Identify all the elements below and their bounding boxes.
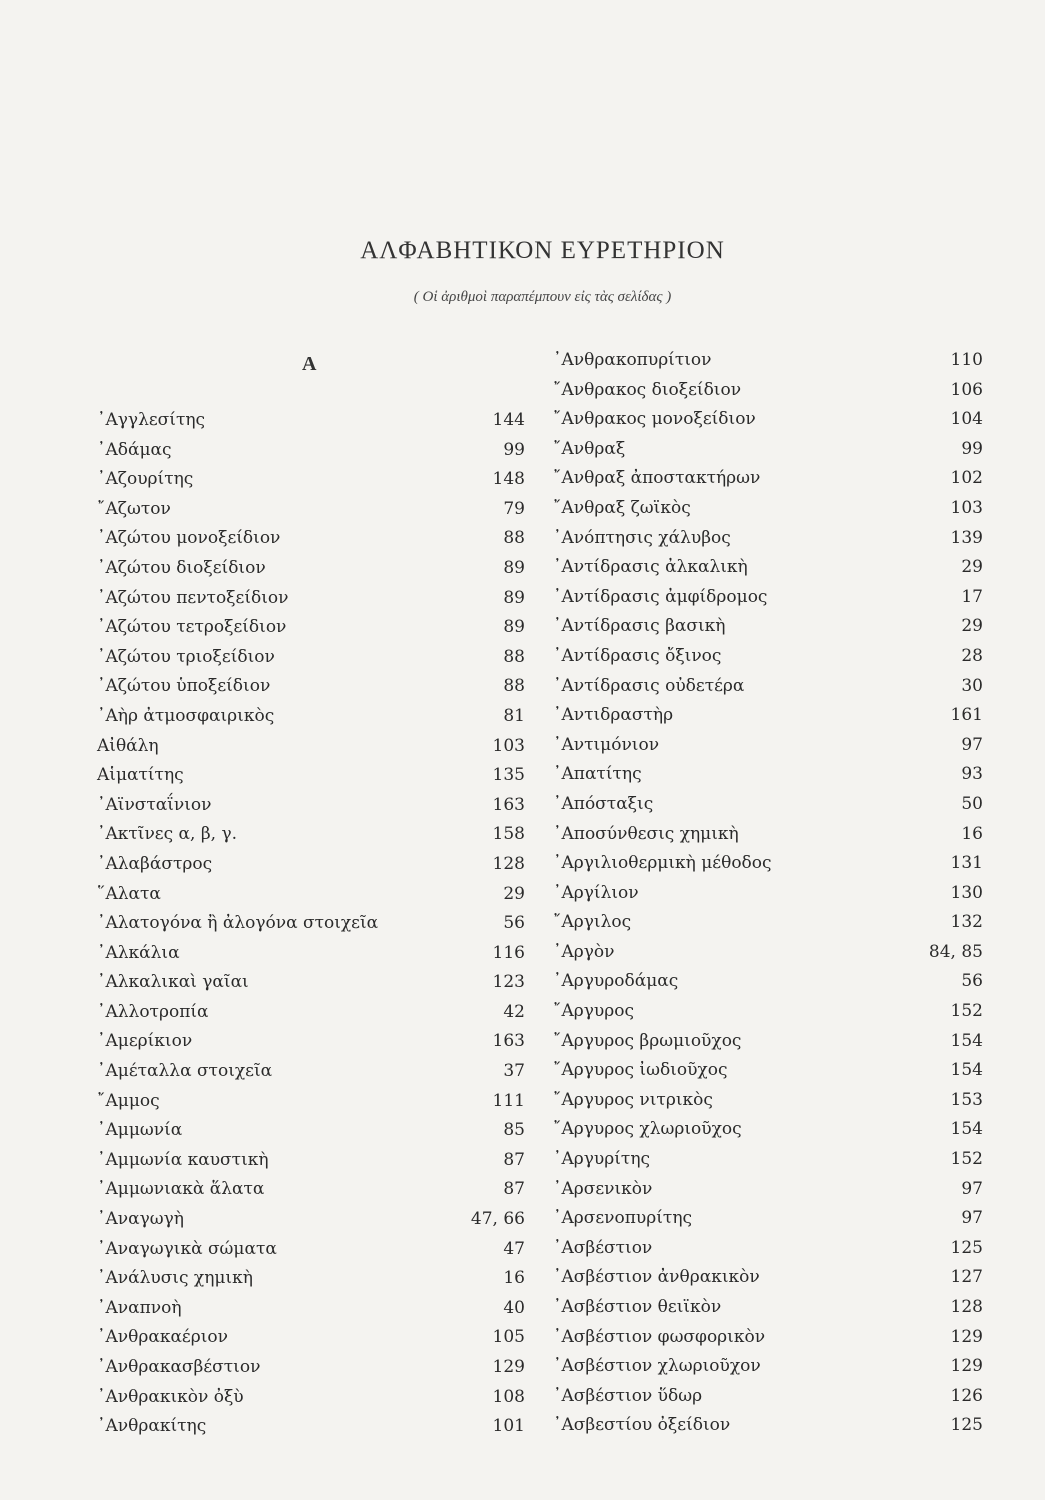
index-term: ᾿Αργιλιοθερμικὴ μέθοδος	[553, 853, 772, 874]
index-entry	[553, 435, 983, 465]
index-term: ῎Αμμος	[97, 1090, 160, 1111]
index-entry	[553, 583, 983, 613]
index-entry	[553, 879, 983, 909]
index-term: ᾿Αντίδρασις βασικὴ	[553, 616, 726, 637]
index-entry	[553, 1027, 983, 1057]
index-entry	[553, 908, 983, 938]
index-term: ᾿Ασβέστιον ἀνθρακικὸν	[553, 1267, 760, 1288]
index-page-number: 79	[503, 498, 525, 519]
index-term: ᾿Ασβέστιον χλωριοῦχον	[553, 1356, 761, 1377]
index-page-number: 99	[961, 438, 983, 459]
index-entry	[97, 554, 525, 584]
index-term: ᾿Ανθρακασβέστιον	[97, 1357, 261, 1377]
index-term: ᾿Αζώτου διοξείδιον	[97, 557, 266, 578]
index-page-number: 163	[492, 1031, 525, 1052]
index-entry	[97, 1235, 525, 1265]
index-term: ᾿Αὴρ ἀτμοσφαιρικὸς	[97, 705, 275, 726]
index-term: ᾿Απατίτης	[553, 764, 642, 785]
index-page-number: 89	[503, 617, 525, 638]
index-page-number: 30	[961, 675, 983, 696]
index-entry	[97, 820, 525, 850]
index-entry	[553, 849, 983, 879]
index-entry	[553, 1175, 983, 1205]
index-entry	[553, 938, 983, 968]
index-page-number: 139	[950, 527, 983, 548]
index-page-number: 16	[503, 1268, 525, 1289]
index-term: ᾿Αζώτου ὑποξείδιον	[97, 676, 271, 697]
index-entry	[553, 346, 983, 376]
index-term: ᾿Αντίδρασις ὄξινος	[553, 645, 722, 666]
index-term: ᾿Αρσενοπυρίτης	[553, 1208, 693, 1229]
index-page-number: 103	[492, 735, 525, 756]
index-entry	[553, 1145, 983, 1175]
index-page-number: 111	[492, 1090, 525, 1111]
index-term: ᾿Αναγωγὴ	[97, 1209, 184, 1230]
index-entry	[553, 731, 983, 761]
index-term: ᾿Αζώτου πεντοξείδιον	[97, 587, 289, 608]
index-term: ῎Αργιλος	[553, 912, 632, 933]
index-entry	[97, 791, 525, 821]
index-term: ᾿Αμμωνία καυστικὴ	[97, 1149, 269, 1170]
index-page-number: 163	[492, 794, 525, 815]
index-entry	[97, 702, 525, 732]
index-entry	[553, 760, 983, 790]
index-entry	[553, 494, 983, 524]
index-entry	[97, 1323, 525, 1353]
index-page-number: 103	[950, 497, 983, 518]
index-term: ᾿Αϊνσταΐνιον	[97, 794, 212, 815]
index-entry	[553, 1204, 983, 1234]
index-entry	[553, 376, 983, 406]
index-entry	[553, 1263, 983, 1293]
index-page-number: 130	[950, 882, 983, 903]
index-page-number: 127	[950, 1267, 983, 1288]
index-entry	[97, 732, 525, 762]
index-page-number: 128	[950, 1297, 983, 1317]
index-entry	[97, 1264, 525, 1294]
index-page-number: 108	[492, 1386, 525, 1407]
index-page-number: 104	[950, 409, 983, 430]
index-entry	[553, 1293, 983, 1323]
index-entry	[553, 701, 983, 731]
index-entry	[97, 1027, 525, 1057]
index-entry	[97, 1383, 525, 1413]
index-term: ᾿Αντίδρασις ἀμφίδρομος	[553, 586, 768, 607]
index-page-number: 56	[961, 971, 983, 992]
index-page-number: 88	[503, 528, 525, 549]
index-page-number: 106	[950, 379, 983, 400]
index-page-number: 152	[950, 1149, 983, 1170]
index-entry	[97, 1146, 525, 1176]
index-left-column	[97, 406, 525, 1442]
index-page-number: 93	[961, 764, 983, 785]
index-entry	[97, 672, 525, 702]
index-page-number: 154	[950, 1119, 983, 1140]
index-page-number: 128	[492, 853, 525, 874]
index-term: ᾿Αζώτου τετροξείδιον	[97, 617, 287, 638]
index-term: ᾿Αναπνοὴ	[97, 1297, 182, 1318]
index-entry	[97, 465, 525, 495]
index-entry	[553, 1411, 983, 1441]
index-entry	[553, 997, 983, 1027]
index-term: ᾿Αζώτου τριοξείδιον	[97, 646, 275, 667]
index-page-number: 99	[503, 439, 525, 460]
index-entry	[97, 436, 525, 466]
index-term: ᾿Αργὸν	[553, 941, 615, 962]
index-entry	[553, 405, 983, 435]
index-page-number: 125	[950, 1415, 983, 1436]
index-entry	[97, 968, 525, 998]
index-entry	[553, 524, 983, 554]
index-page-number: 29	[961, 557, 983, 578]
index-entry	[97, 524, 525, 554]
index-page-number: 50	[961, 793, 983, 814]
index-term: ᾿Αντιμόνιον	[553, 734, 660, 755]
index-page-number: 110	[950, 350, 983, 370]
index-entry	[97, 850, 525, 880]
section-letter: A	[302, 353, 317, 375]
index-right-column	[553, 346, 983, 1441]
index-term: ῎Ανθραξ	[553, 438, 626, 459]
index-entry	[553, 553, 983, 583]
index-page-number: 40	[503, 1297, 525, 1318]
index-term: ᾿Ανάλυσις χημικὴ	[97, 1268, 253, 1289]
index-term: ᾿Αργυρίτης	[553, 1149, 651, 1170]
index-entry	[97, 939, 525, 969]
index-term: ῞Αλατα	[97, 883, 161, 904]
index-page-number: 84, 85	[928, 941, 983, 962]
index-page-number: 29	[503, 883, 525, 904]
index-entry	[97, 1175, 525, 1205]
index-term: ᾿Ανθρακαέριον	[97, 1327, 228, 1348]
index-entry	[97, 1294, 525, 1324]
index-entry	[553, 967, 983, 997]
index-term: ᾿Ασβέστιον θειϊκὸν	[553, 1297, 722, 1317]
index-entry	[97, 1205, 525, 1235]
index-page-number: 131	[950, 853, 983, 874]
index-entry	[553, 790, 983, 820]
index-term: ᾿Ασβέστιον	[553, 1237, 653, 1258]
index-entry	[97, 643, 525, 673]
index-term: ᾿Ασβέστιον ὕδωρ	[553, 1385, 703, 1406]
index-page-number: 89	[503, 557, 525, 578]
index-term: ῎Ανθραξ ζωϊκὸς	[553, 497, 691, 518]
index-page-number: 87	[503, 1179, 525, 1200]
index-term: ᾿Αργυροδάμας	[553, 971, 679, 992]
index-term: ῎Ανθρακος μονοξείδιον	[553, 409, 756, 430]
index-term: ᾿Αργίλιον	[553, 882, 639, 903]
index-page-number: 89	[503, 587, 525, 608]
index-term: ῎Αζωτον	[97, 498, 171, 519]
index-term: ᾿Αμμωνιακὰ ἅλατα	[97, 1179, 265, 1200]
index-entry	[97, 1087, 525, 1117]
index-page-number: 125	[950, 1237, 983, 1258]
index-page-number: 154	[950, 1030, 983, 1051]
index-entry	[97, 406, 525, 436]
index-page-number: 101	[492, 1416, 525, 1437]
index-page-number: 135	[492, 765, 525, 786]
index-term: ᾿Αμέταλλα στοιχεῖα	[97, 1061, 273, 1082]
index-page-number: 56	[503, 913, 525, 934]
index-entry	[97, 495, 525, 525]
index-page-number: 97	[961, 1178, 983, 1199]
index-term: ᾿Ασβεστίου ὀξείδιον	[553, 1415, 731, 1436]
index-term: ῎Αργυρος βρωμιοῦχος	[553, 1030, 742, 1051]
index-page-number: 148	[492, 469, 525, 490]
index-entry	[97, 880, 525, 910]
index-page-number: 154	[950, 1060, 983, 1081]
index-page-number: 42	[503, 1001, 525, 1022]
index-page-number: 132	[950, 912, 983, 933]
page-subtitle: ( Οἱ ἀριθμοὶ παραπέμπουν εἰς τὰς σελίδας )	[413, 289, 672, 305]
index-entry	[553, 1115, 983, 1145]
index-page-number: 17	[961, 586, 983, 607]
index-page-number: 153	[950, 1089, 983, 1110]
index-page-number: 37	[503, 1061, 525, 1082]
index-term: ᾿Αλκαλικαὶ γαῖαι	[97, 972, 249, 993]
index-term: ᾿Αζουρίτης	[97, 469, 194, 490]
index-term: ῎Αργυρος ἰωδιοῦχος	[553, 1060, 728, 1081]
index-term: ᾿Αποσύνθεσις χημικὴ	[553, 823, 739, 844]
index-page-number: 29	[961, 616, 983, 637]
index-entry	[553, 612, 983, 642]
index-entry	[97, 998, 525, 1028]
index-term: ᾿Αντιδραστὴρ	[553, 705, 674, 726]
index-page-number: 47, 66	[470, 1209, 525, 1230]
index-entry	[553, 642, 983, 672]
index-term: ῎Αργυρος νιτρικὸς	[553, 1089, 713, 1110]
index-term: ᾿Ανθρακικὸν ὀξὺ	[97, 1386, 244, 1407]
index-page-number: 158	[492, 824, 525, 845]
index-entry	[553, 820, 983, 850]
index-entry	[553, 1323, 983, 1353]
index-term: ᾿Αντίδρασις ἀλκαλικὴ	[553, 557, 748, 578]
page-title: ΑΛΦΑΒΗΤΙΚΟΝ ΕΥΡΕΤΗΡΙΟΝ	[360, 237, 725, 264]
index-term: ᾿Αδάμας	[97, 439, 172, 460]
index-term: ῎Αργυρος	[553, 1001, 635, 1022]
index-term: ᾿Αλλοτροπία	[97, 1001, 209, 1022]
index-term: ᾿Αντίδρασις οὐδετέρα	[553, 675, 745, 696]
index-term: ᾿Αμερίκιον	[97, 1031, 193, 1052]
index-term: ᾿Αλαβάστρος	[97, 853, 213, 874]
index-term: Αἰθάλη	[97, 735, 159, 756]
index-entry	[553, 672, 983, 702]
index-entry	[97, 1412, 525, 1442]
index-term: ᾿Ανόπτησις χάλυβος	[553, 527, 731, 548]
index-page-number: 123	[492, 972, 525, 993]
index-page-number: 88	[503, 646, 525, 667]
index-page-number: 102	[950, 468, 983, 489]
index-page-number: 105	[492, 1327, 525, 1348]
index-page-number: 88	[503, 676, 525, 697]
index-page-number: 129	[950, 1326, 983, 1347]
index-page-number: 152	[950, 1001, 983, 1022]
index-entry	[97, 1116, 525, 1146]
index-page-number: 129	[492, 1357, 525, 1377]
index-entry	[97, 909, 525, 939]
index-term: ᾿Ανθρακοπυρίτιον	[553, 350, 712, 370]
index-page-number: 97	[961, 734, 983, 755]
index-page-number: 116	[492, 942, 525, 963]
index-entry	[97, 1057, 525, 1087]
index-page-number: 16	[961, 823, 983, 844]
index-term: ᾿Αζώτου μονοξείδιον	[97, 528, 281, 549]
index-entry	[97, 584, 525, 614]
index-entry	[553, 1352, 983, 1382]
index-entry	[97, 613, 525, 643]
index-term: ῎Ανθρακος διοξείδιον	[553, 379, 742, 400]
index-term: ᾿Αναγωγικὰ σώματα	[97, 1238, 277, 1259]
index-term: ᾿Αγγλεσίτης	[97, 410, 206, 430]
index-page-number: 126	[950, 1385, 983, 1406]
index-term: ᾿Ασβέστιον φωσφορικὸν	[553, 1326, 766, 1347]
index-page-number: 129	[950, 1356, 983, 1377]
index-term: ᾿Αλατογόνα ἢ ἀλογόνα στοιχεῖα	[97, 913, 379, 934]
index-term: Αἱματίτης	[97, 765, 184, 786]
index-term: ᾿Ανθρακίτης	[97, 1416, 207, 1437]
index-term: ᾿Αρσενικὸν	[553, 1178, 653, 1199]
index-page-number: 85	[503, 1120, 525, 1141]
index-page-number: 81	[503, 705, 525, 726]
index-term: ᾿Απόσταξις	[553, 793, 654, 814]
index-entry	[97, 761, 525, 791]
index-entry	[553, 1056, 983, 1086]
index-entry	[553, 1382, 983, 1412]
index-term: ᾿Ακτῖνες α, β, γ.	[97, 824, 238, 845]
index-page-number: 144	[492, 410, 525, 430]
index-page-number: 161	[950, 705, 983, 726]
index-page-number: 28	[961, 645, 983, 666]
index-entry	[553, 1086, 983, 1116]
index-term: ῎Αργυρος χλωριοῦχος	[553, 1119, 742, 1140]
index-term: ῎Ανθραξ ἀποστακτήρων	[553, 468, 761, 489]
index-entry	[553, 1234, 983, 1264]
index-entry	[97, 1353, 525, 1383]
index-page-number: 97	[961, 1208, 983, 1229]
index-term: ᾿Αλκάλια	[97, 942, 180, 963]
index-page-number: 87	[503, 1149, 525, 1170]
index-page-number: 47	[503, 1238, 525, 1259]
index-entry	[553, 464, 983, 494]
index-term: ᾿Αμμωνία	[97, 1120, 183, 1141]
